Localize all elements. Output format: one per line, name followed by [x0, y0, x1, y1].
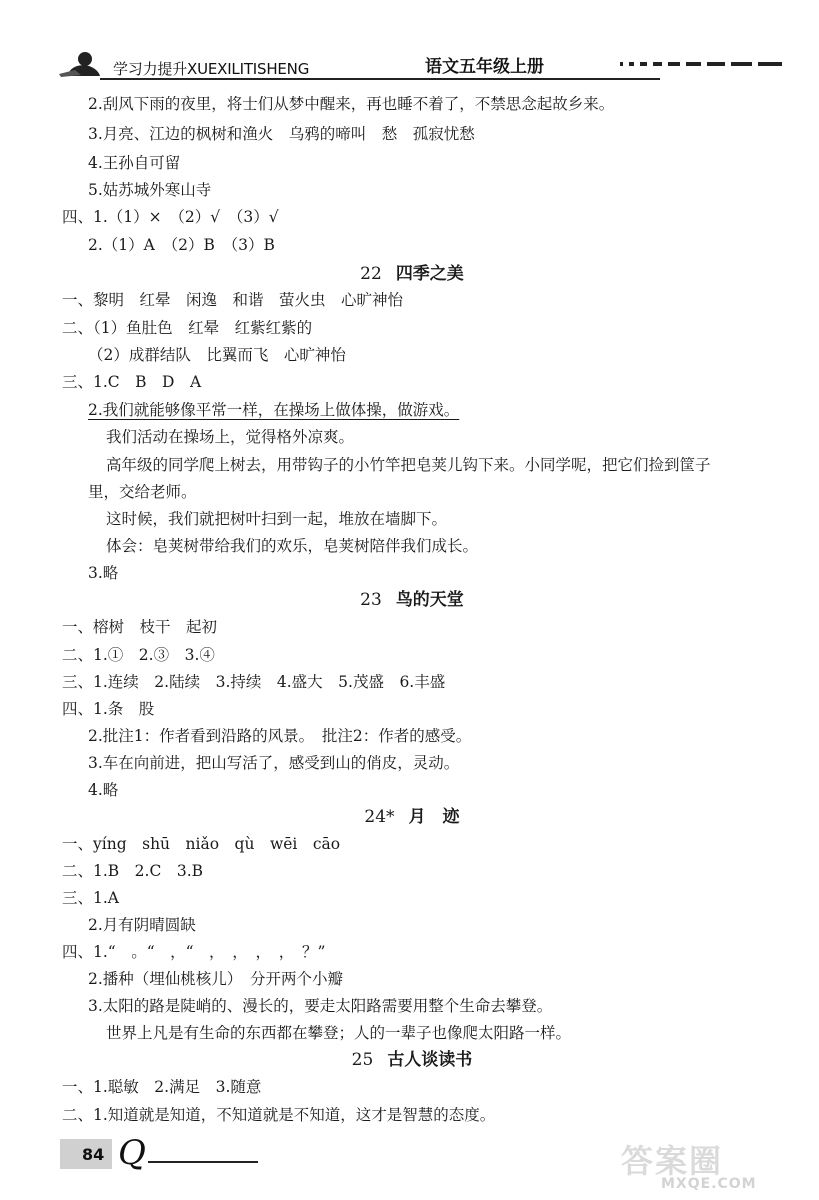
header-decoration-bars — [620, 52, 815, 76]
answer-line: 一、yíng shū niǎo qù wēi cāo — [62, 835, 341, 853]
watermark-url: MXQE.COM — [661, 1176, 757, 1192]
answer-line: 3.车在向前进，把山写活了，感受到山的俏皮，灵动。 — [88, 754, 460, 772]
answer-line: 4.略 — [88, 781, 119, 799]
watermark — [621, 1136, 811, 1196]
answer-line: 体会：皂荚树带给我们的欢乐，皂荚树陪伴我们成长。 — [106, 537, 479, 555]
book-series-title: 学习力提升XUEXILITISHENG — [113, 60, 310, 78]
section-title — [62, 806, 762, 828]
answer-line: 二、1.知道就是知道，不知道就是不知道，这才是智慧的态度。 — [62, 1106, 496, 1124]
answer-line: 我们活动在操场上，觉得格外凉爽。 — [106, 428, 355, 446]
section-number: 24* — [364, 807, 395, 827]
answer-line: 这时候，我们就把树叶扫到一起，堆放在墙脚下。 — [106, 510, 448, 528]
answer-line: 二、1.① 2.③ 3.④ — [62, 646, 215, 664]
section-number: 25 — [351, 1050, 374, 1070]
answer-line-underlined: 2.我们就能够像平常一样，在操场上做体操，做游戏。 — [88, 401, 460, 419]
section-name: 古人谈读书 — [387, 1050, 473, 1070]
answer-line: 三、1.连续 2.陆续 3.持续 4.盛大 5.茂盛 6.丰盛 — [62, 673, 446, 691]
answer-line: 四、1.“ 。“ ，“ ， ， ， ， ？” — [62, 943, 326, 961]
answer-line: 3.太阳的路是陡峭的、漫长的，要走太阳路需要用整个生命去攀登。 — [88, 997, 553, 1015]
section-title — [62, 1049, 762, 1071]
answer-line: 三、1.A — [62, 889, 119, 907]
section-name: 鸟的天堂 — [395, 590, 464, 610]
answer-line: 里，交给老师。 — [88, 483, 197, 501]
answer-line: 三、1.C B D A — [62, 373, 202, 391]
answer-line: 4.王孙自可留 — [88, 154, 181, 172]
answer-line: 一、黎明 红晕 闲逸 和谐 萤火虫 心旷神怡 — [62, 291, 404, 309]
section-number: 22 — [360, 264, 382, 284]
page-number: 84 — [82, 1145, 105, 1164]
q-logo-icon: Q — [118, 1133, 146, 1173]
section-title — [62, 589, 762, 611]
section-title — [62, 263, 762, 285]
answer-line: 2.刮风下雨的夜里，将士们从梦中醒来，再也睡不着了，不禁思念起故乡来。 — [88, 95, 615, 113]
section-number: 23 — [360, 590, 382, 610]
answer-line: 高年级的同学爬上树去，用带钩子的小竹竿把皂荚儿钩下来。小同学呢，把它们捡到筐子 — [106, 456, 711, 474]
answer-line: 2.批注1：作者看到沿路的风景。 批注2：作者的感受。 — [88, 727, 472, 745]
answer-line: 二、1.B 2.C 3.B — [62, 862, 204, 880]
answer-line: 2.月有阴晴圆缺 — [88, 916, 196, 934]
answer-line: 2.（1）A （2）B （3）B — [88, 236, 275, 254]
reading-figure-logo-icon — [55, 48, 101, 78]
answer-line: 四、1.（1）× （2）√ （3）√ — [62, 208, 279, 226]
watermark-text: 答案圈 — [621, 1142, 724, 1180]
section-name: 月 迹 — [408, 807, 460, 827]
subject-title: 语文五年级上册 — [425, 57, 544, 77]
answer-line: 3.月亮、江边的枫树和渔火 乌鸦的啼叫 愁 孤寂忧愁 — [88, 125, 475, 143]
answer-line: 一、1.聪敏 2.满足 3.随意 — [62, 1078, 262, 1096]
footer-rule — [148, 1151, 258, 1163]
answer-line: 二、（1）鱼肚色 红晕 红紫红紫的 — [62, 319, 313, 337]
answer-line: （2）成群结队 比翼而飞 心旷神怡 — [88, 346, 346, 364]
header-rule — [100, 78, 660, 80]
page-header — [55, 44, 815, 84]
answer-line: 一、榕树 枝干 起初 — [62, 618, 218, 636]
answer-line: 5.姑苏城外寒山寺 — [88, 181, 212, 199]
answer-line: 2.播种（埋仙桃核儿） 分开两个小瓣 — [88, 970, 344, 988]
answer-line: 世界上凡是有生命的东西都在攀登；人的一辈子也像爬太阳路一样。 — [106, 1024, 572, 1042]
answer-line: 四、1.条 股 — [62, 700, 155, 718]
section-name: 四季之美 — [395, 264, 464, 284]
answer-line: 3.略 — [88, 564, 119, 582]
page-footer — [60, 1135, 260, 1175]
